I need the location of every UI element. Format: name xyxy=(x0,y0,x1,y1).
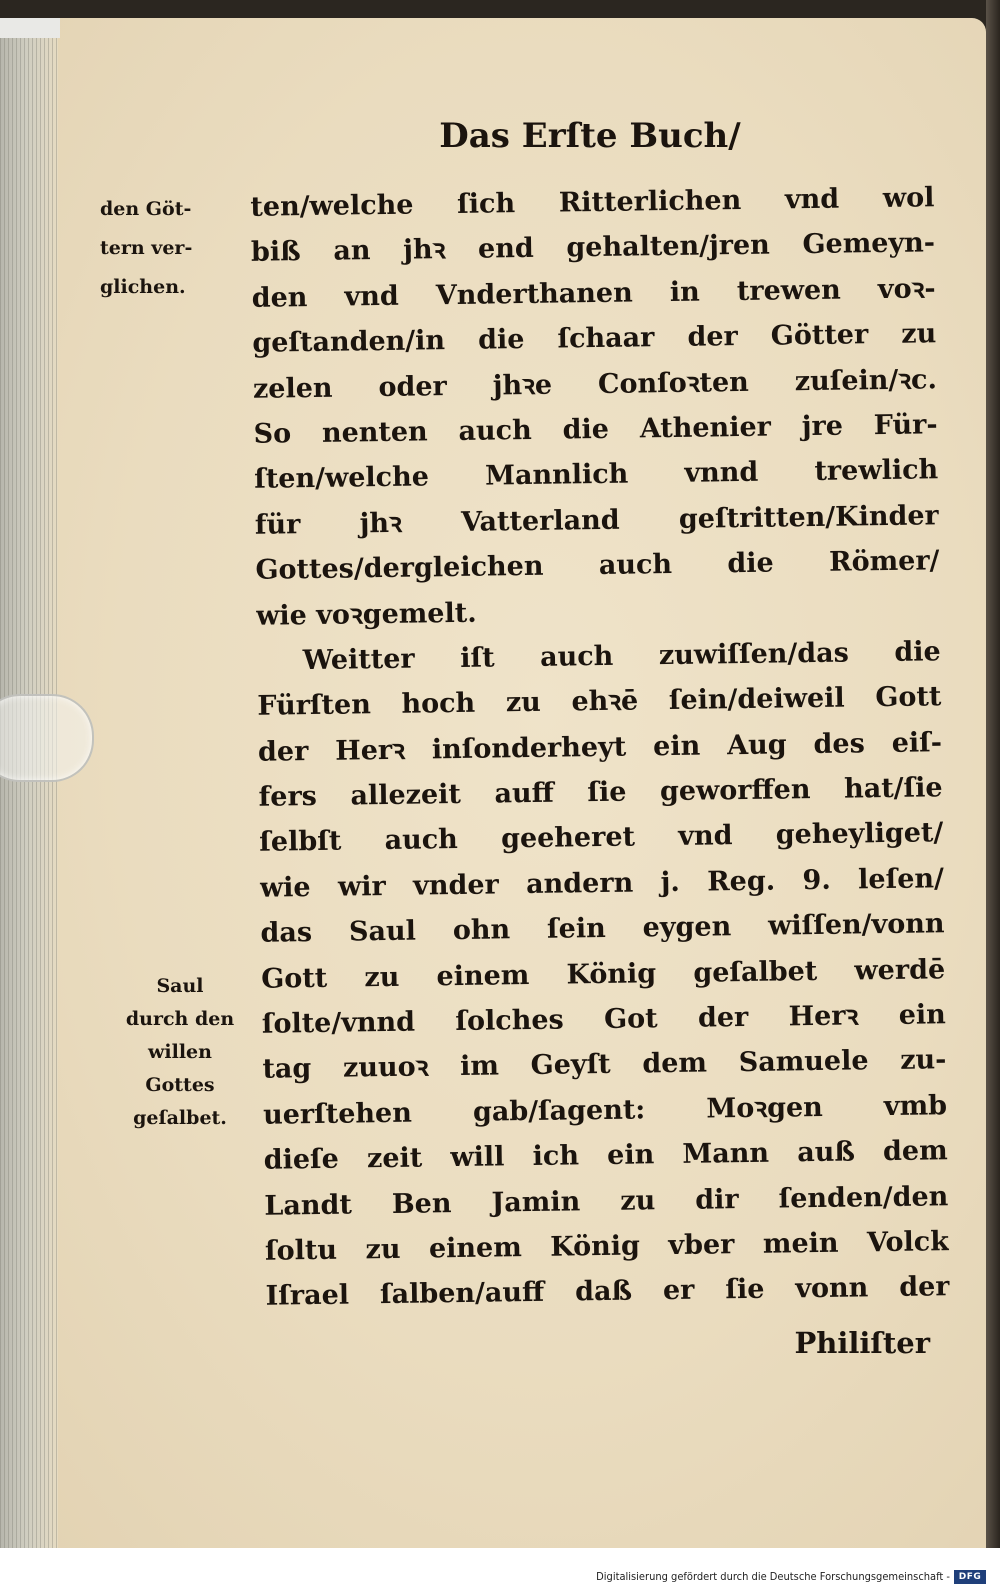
marginal-note-gods xyxy=(100,190,250,307)
marginal-note-line: willen xyxy=(148,1041,212,1063)
marginal-note-line: Saul xyxy=(156,975,204,997)
text-line: Gottes/dergleichen auch die Römer/ xyxy=(255,545,940,586)
text-line: ſolte/vnnd ſolches Got der Herꝛ ein xyxy=(261,999,946,1040)
funding-credit: Digitalisierung gefördert durch die Deutsche Forschungsgemeinschaft - xyxy=(596,1570,950,1583)
text-line-paragraph-end: wie voꝛgemelt. xyxy=(255,597,477,632)
text-line: Iſrael ſalben/auff daß er ſie vonn der xyxy=(265,1271,950,1313)
catchword: Philiſter xyxy=(794,1326,930,1360)
page-edge-stack xyxy=(0,18,58,1548)
text-line: geſtanden/in die ſchaar der Götter zu xyxy=(252,318,937,359)
marginal-note-line: geſalbet. xyxy=(133,1107,227,1129)
text-line: fers allezeit auff ſie geworffen hat/ſie xyxy=(258,772,943,813)
text-line: wie wir vnder andern j. Reg. 9. leſen/ xyxy=(259,863,945,904)
text-line: für jhꝛ Vatterland geſtritten/Kinder xyxy=(254,499,940,541)
digitization-footer xyxy=(0,1548,1000,1589)
page-clip xyxy=(0,694,94,782)
running-head: Das Erſte Buch/ xyxy=(439,116,741,156)
text-line: Gott zu einem König geſalbet werdē xyxy=(260,953,946,995)
text-line: das Saul ohn ſein eygen wiſſen/vonn xyxy=(260,908,945,950)
text-line: ſten/welche Mannlich vnnd trewlich xyxy=(254,454,939,496)
marginal-note-saul xyxy=(105,970,255,1135)
marginal-note-line: Gottes xyxy=(145,1074,215,1096)
text-line: Landt Ben Jamin zu dir ſenden/den xyxy=(264,1180,949,1222)
marginal-note-line: durch den xyxy=(125,1008,235,1030)
text-line: dieſe zeit will ich ein Mann auß dem xyxy=(263,1135,948,1176)
body-text xyxy=(250,175,950,1319)
marginal-note-line: den Göt- xyxy=(100,198,192,220)
marginal-note-line: tern ver- xyxy=(100,237,193,259)
text-line: zelen oder jhꝛe Conſoꝛten zuſein/ꝛc. xyxy=(252,363,938,405)
text-line: den vnd Vnderthanen in trewen voꝛ- xyxy=(251,273,936,314)
scan-right-edge xyxy=(986,0,1000,1548)
text-line: ten/welche ſich Ritterlichen vnd wol xyxy=(250,182,935,223)
text-line: biß an jhꝛ end gehalten/jren Gemeyn- xyxy=(250,227,936,269)
scan-background-corner xyxy=(0,18,60,38)
text-line: Fürſten hoch zu ehꝛē ſein/deiweil Gott xyxy=(257,681,942,723)
book-page xyxy=(0,18,986,1548)
text-line: uerſtehen gab/ſagent: Moꝛgen vmb xyxy=(262,1090,948,1131)
text-line-paragraph-start: Weitter iſt auch zuwiſſen/das die xyxy=(302,636,941,677)
dfg-logo: DFG xyxy=(954,1570,986,1584)
text-line: der Herꝛ inſonderheyt ein Aug des eiſ- xyxy=(257,726,943,768)
text-line: So nenten auch die Athenier jre Für- xyxy=(253,409,938,450)
marginal-note-line: glichen. xyxy=(100,276,186,298)
text-line: tag zuuoꝛ im Geyſt dem Samuele zu- xyxy=(262,1044,947,1086)
text-line: ſelbſt auch geeheret vnd geheyliget/ xyxy=(259,817,944,859)
text-line: ſoltu zu einem König vber mein Volck xyxy=(264,1226,950,1267)
